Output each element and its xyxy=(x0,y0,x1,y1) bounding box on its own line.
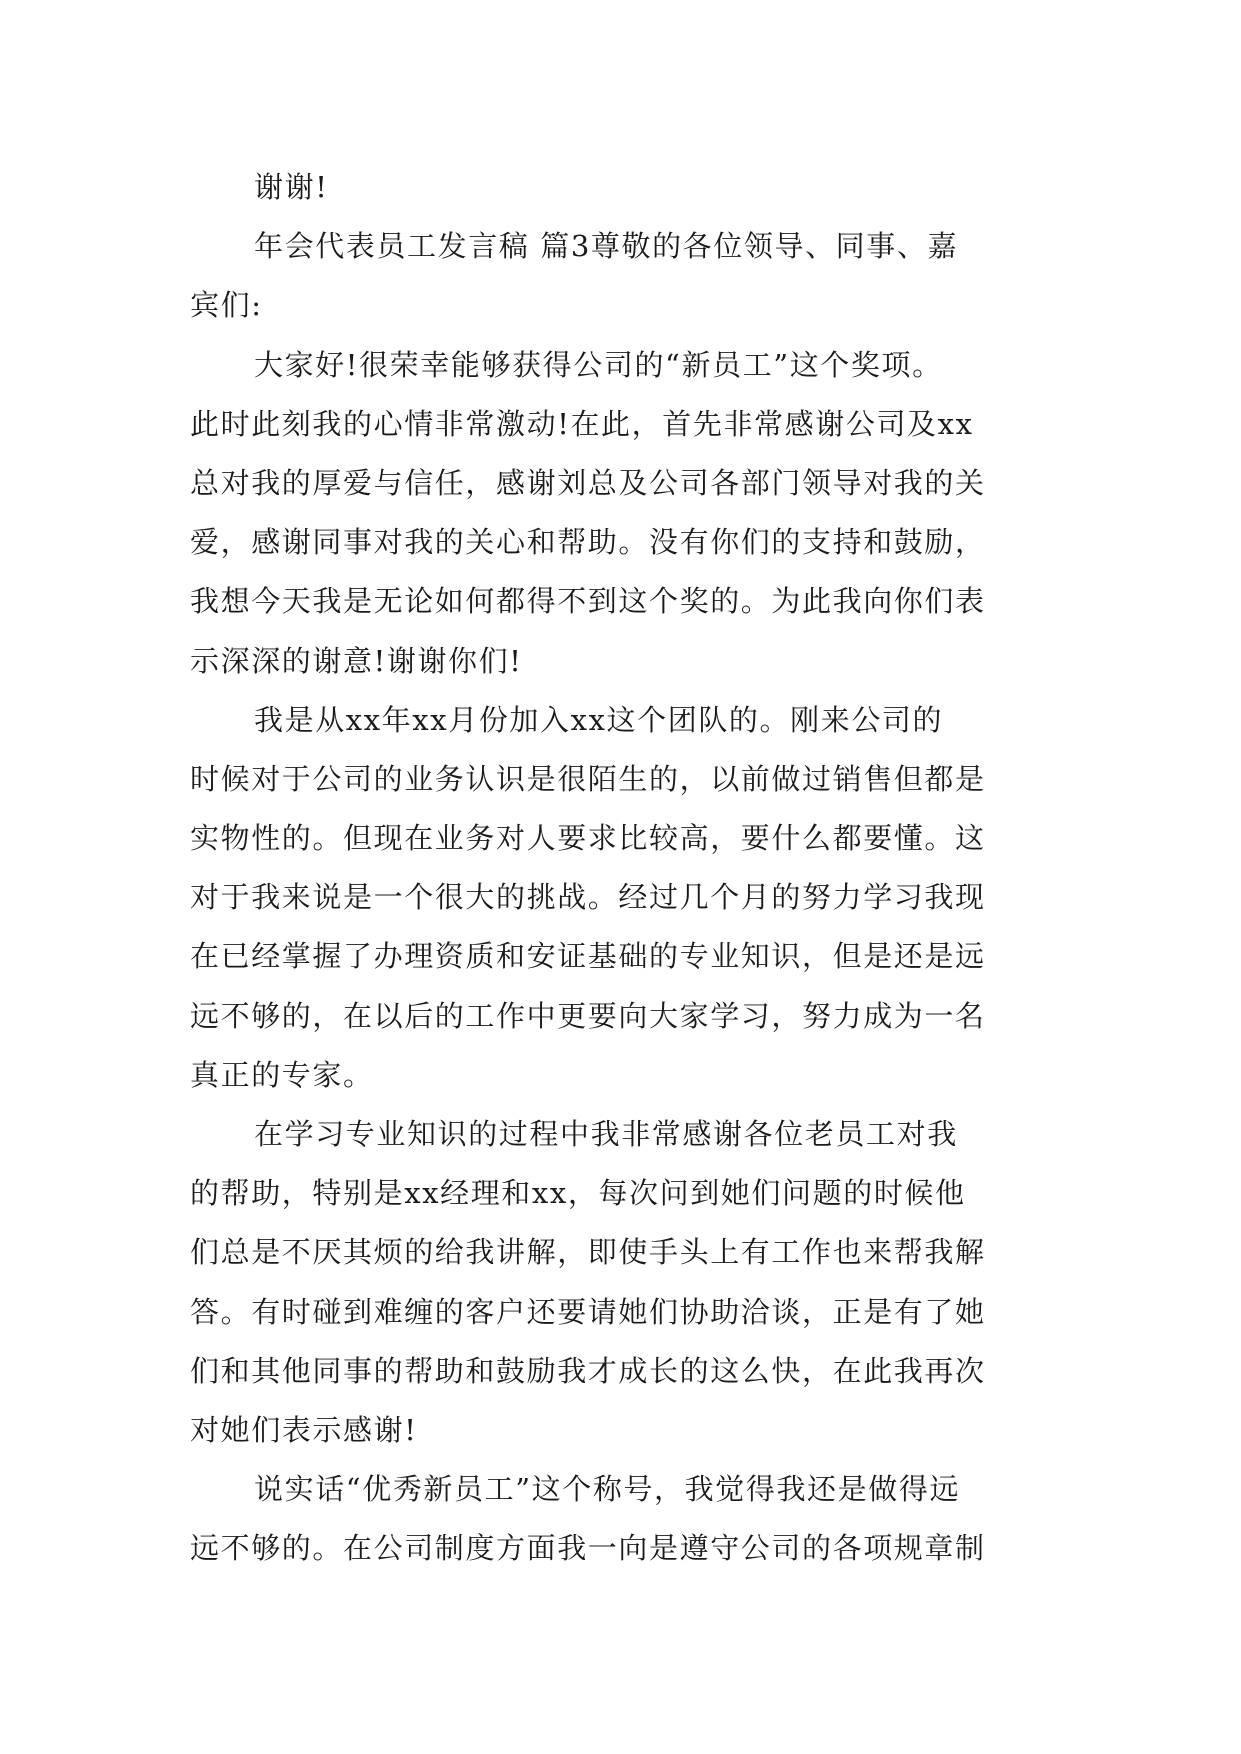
line-thanks: 谢谢! xyxy=(254,170,329,204)
text-line: 此时此刻我的心情非常激动!在此，首先非常感谢公司及xx xyxy=(190,406,974,441)
line-section-heading: 年会代表员工发言稿 篇3尊敬的各位领导、同事、嘉 xyxy=(254,229,959,264)
text-line: 在已经掌握了办理资质和安证基础的专业知识，但是还是远 xyxy=(190,939,986,974)
text-line: 的帮助，特别是xx经理和xx，每次问到她们问题的时候他 xyxy=(190,1176,966,1211)
text-line: 对她们表示感谢! xyxy=(190,1412,418,1447)
text-line: 远不够的，在以后的工作中更要向大家学习，努力成为一名 xyxy=(190,998,986,1033)
document-body xyxy=(190,158,1060,1579)
text-line: 们和其他同事的帮助和鼓励我才成长的这么快，在此我再次 xyxy=(190,1353,986,1388)
text-line: 们总是不厌其烦的给我讲解，即使手头上有工作也来帮我解 xyxy=(190,1235,986,1270)
line-paragraph-2-start: 我是从xx年xx月份加入xx这个团队的。刚来公司的 xyxy=(254,702,944,737)
text-line: 远不够的。在公司制度方面我一向是遵守公司的各项规章制 xyxy=(190,1531,986,1566)
text-line: 时候对于公司的业务认识是很陌生的，以前做过销售但都是 xyxy=(190,761,986,796)
text-line: 我想今天我是无论如何都得不到这个奖的。为此我向你们表 xyxy=(190,584,986,619)
text-line: 答。有时碰到难缠的客户还要请她们协助洽谈，正是有了她 xyxy=(190,1294,986,1329)
line-paragraph-4-start: 说实话“优秀新员工”这个称号，我觉得我还是做得远 xyxy=(254,1472,961,1507)
text-line: 爱，感谢同事对我的关心和帮助。没有你们的支持和鼓励， xyxy=(190,525,986,560)
line-greeting-end: 宾们: xyxy=(190,288,263,323)
text-line: 实物性的。但现在业务对人要求比较高，要什么都要懂。这 xyxy=(190,821,986,856)
line-paragraph-1-start: 大家好!很荣幸能够获得公司的“新员工”这个奖项。 xyxy=(254,347,943,382)
text-line: 真正的专家。 xyxy=(190,1057,374,1092)
text-line: 示深深的谢意!谢谢你们! xyxy=(190,643,523,678)
text-line: 对于我来说是一个很大的挑战。经过几个月的努力学习我现 xyxy=(190,880,986,915)
text-line: 总对我的厚爱与信任，感谢刘总及公司各部门领导对我的关 xyxy=(190,465,986,500)
line-paragraph-3-start: 在学习专业知识的过程中我非常感谢各位老员工对我 xyxy=(254,1117,958,1151)
